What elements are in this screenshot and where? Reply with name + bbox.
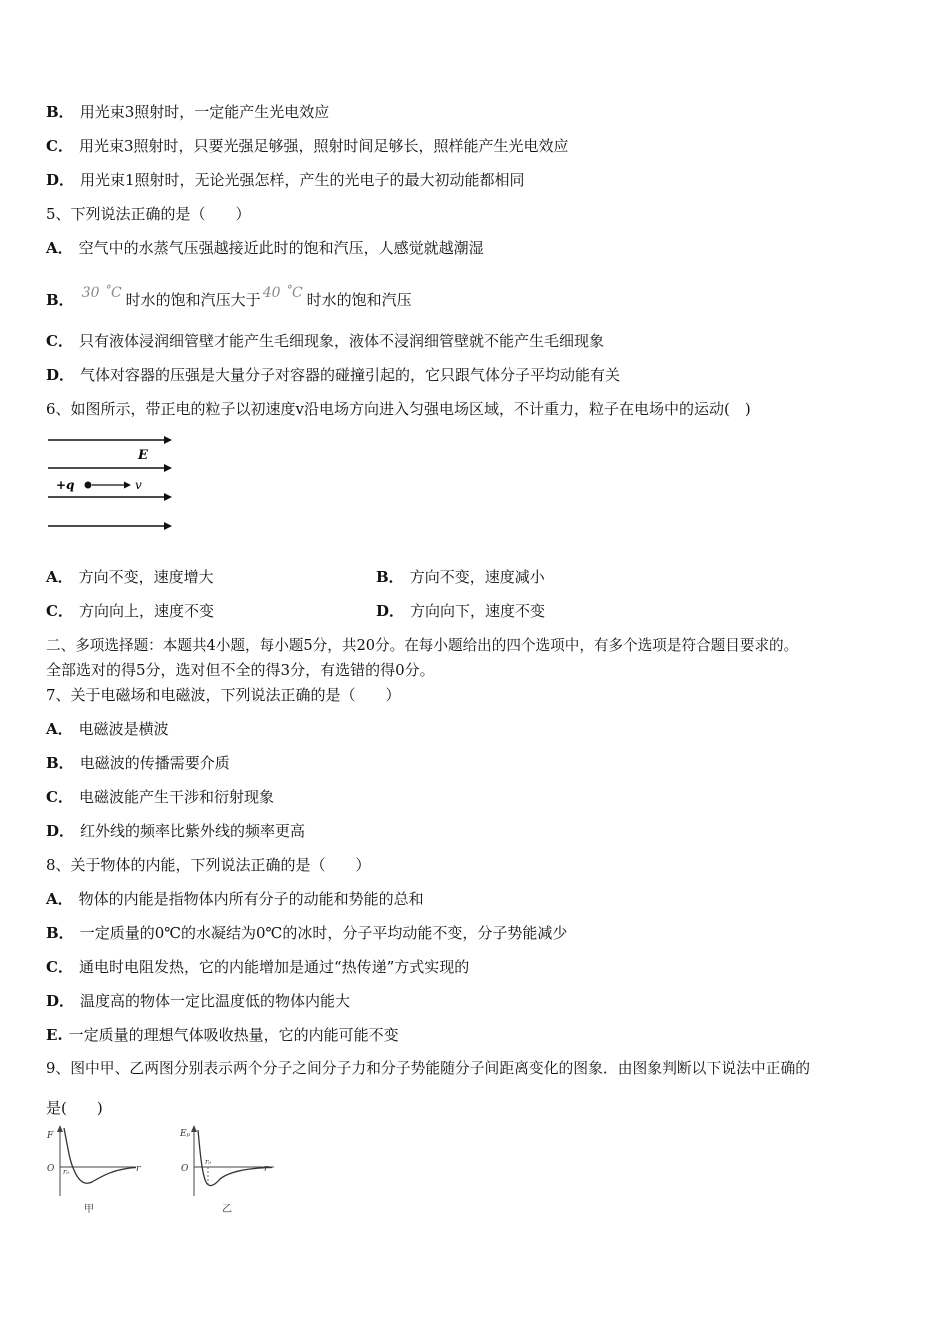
q5-option-a (46, 237, 916, 259)
q8-option-c (46, 956, 916, 978)
option-label: C． (46, 788, 73, 806)
charge-label: +q (56, 478, 75, 492)
field-line-1 (48, 436, 172, 444)
option-label: C． (46, 137, 73, 155)
q6-option-c (46, 602, 214, 620)
option-label: A． (46, 239, 73, 257)
option-label: C． (46, 602, 73, 620)
q7-option-c (46, 786, 916, 808)
option-label: B． (46, 291, 74, 309)
option-text: 一定质量的理想气体吸收热量，它的内能可能不变 (68, 1026, 399, 1044)
field-line-2 (48, 464, 172, 472)
q4-option-b (46, 101, 916, 123)
q7-option-d (46, 820, 916, 842)
option-text: 用光束1照射时，无论光强怎样，产生的光电子的最大初动能都相同 (80, 171, 525, 189)
option-text: 只有液体浸润细管壁才能产生毛细现象，液体不浸润细管壁就不能产生毛细现象 (78, 332, 604, 350)
q5-option-b (46, 282, 916, 311)
option-label: A． (46, 720, 73, 738)
option-label: B． (46, 103, 74, 121)
force-curve (64, 1128, 136, 1183)
y-axis-arrow (57, 1125, 63, 1132)
section-2-instructions-line-1: 二、多项选择题：本题共4小题，每小题5分，共20分。在每小题给出的四个选项中，有多个选项是符合题目要求的。 (46, 637, 799, 654)
y-axis-arrow (191, 1125, 197, 1132)
option-text: 方向向上，速度不变 (78, 602, 214, 620)
q5-option-c (46, 330, 916, 352)
q5-stem: 5、下列说法正确的是（ ） (46, 205, 251, 223)
option-label: B． (376, 568, 404, 586)
electric-field-figure (46, 430, 176, 540)
option-label: D． (376, 602, 405, 620)
temperature-40: 40 ˚C (262, 285, 303, 301)
q8-stem: 8、关于物体的内能，下列说法正确的是（ ） (46, 856, 371, 874)
option-label: B． (46, 754, 74, 772)
section-2-instructions-line-2: 全部选对的得5分，选对但不全的得3分，有选错的得0分。 (46, 661, 435, 679)
field-line-4 (48, 522, 172, 530)
q7-option-a (46, 718, 916, 740)
force-curve-figure (44, 1124, 144, 1216)
option-label: C． (46, 332, 73, 350)
temperature-30: 30 ˚C (81, 285, 122, 301)
option-text: 气体对容器的压强是大量分子对容器的碰撞引起的，它只跟气体分子平均动能有关 (80, 366, 621, 384)
option-label: D． (46, 992, 75, 1010)
origin-label: O (47, 1164, 55, 1174)
option-text: 方向不变，速度减小 (409, 568, 545, 586)
q5-option-d (46, 364, 916, 386)
q9-stem-line-1: 9、图中甲、乙两图分别表示两个分子之间分子力和分子势能随分子间距离变化的图象．由图象判断以下说法中正确的 (46, 1060, 811, 1077)
option-text: 用光束3照射时，只要光强足够强，照射时间足够长，照样能产生光电效应 (78, 137, 569, 155)
r0-label: r₀ (205, 1158, 212, 1166)
option-text: 空气中的水蒸气压强越接近此时的饱和汽压，人感觉就越潮湿 (78, 239, 484, 257)
option-text-end: 时水的饱和汽压 (306, 291, 412, 309)
origin-label: O (181, 1164, 189, 1174)
figure-caption: 乙 (222, 1204, 232, 1215)
velocity-arrow (92, 482, 131, 489)
option-text: 通电时电阻发热，它的内能增加是通过“热传递”方式实现的 (78, 958, 470, 976)
option-label: C． (46, 958, 73, 976)
charge-particle (85, 482, 92, 489)
option-text: 红外线的频率比紫外线的频率更高 (80, 822, 306, 840)
y-axis-label: F (47, 1131, 54, 1141)
q9-stem-line-2: 是( ) (46, 1099, 103, 1117)
option-text: 一定质量的0℃的水凝结为0℃的冰时，分子平均动能不变，分子势能减少 (79, 924, 568, 942)
option-text: 电磁波能产生干涉和衍射现象 (78, 788, 274, 806)
q6-option-d (376, 600, 545, 622)
option-text-mid: 时水的饱和汽压大于 (125, 291, 261, 309)
q8-option-b (46, 922, 916, 944)
q4-option-c (46, 135, 916, 157)
option-text: 物体的内能是指物体内所有分子的动能和势能的总和 (78, 890, 424, 908)
q6-options-row-1 (46, 566, 916, 588)
field-line-3 (48, 493, 172, 501)
option-text: 方向不变，速度增大 (78, 568, 214, 586)
option-text: 电磁波的传播需要介质 (79, 754, 230, 772)
q8-option-a (46, 888, 916, 910)
option-label: A． (46, 568, 73, 586)
q8-option-d (46, 990, 916, 1012)
option-text: 温度高的物体一定比温度低的物体内能大 (80, 992, 351, 1010)
q7-option-b (46, 752, 916, 774)
q6-options-row-2 (46, 600, 916, 622)
option-text: 电磁波是横波 (78, 720, 169, 738)
x-axis-label: r (136, 1164, 141, 1174)
q6-option-b (376, 566, 545, 588)
option-text: 用光束3照射时，一定能产生光电效应 (79, 103, 330, 121)
x-axis-label: r (264, 1164, 269, 1174)
figure-caption: 甲 (84, 1204, 94, 1215)
velocity-label: v (135, 478, 142, 492)
option-text: 方向向下，速度不变 (410, 602, 546, 620)
potential-energy-curve-figure (178, 1124, 278, 1216)
option-label: D． (46, 822, 75, 840)
q8-option-e (46, 1024, 916, 1046)
option-label: B． (46, 924, 74, 942)
y-axis-label: Eₚ (180, 1129, 191, 1139)
q6-option-a (46, 568, 214, 586)
r0-label: r₀ (63, 1168, 70, 1176)
field-label: E (138, 448, 148, 463)
q7-stem: 7、关于电磁场和电磁波，下列说法正确的是（ ） (46, 686, 401, 704)
option-label: D． (46, 366, 75, 384)
q4-option-d (46, 169, 916, 191)
q6-stem: 6、如图所示，带正电的粒子以初速度v沿电场方向进入匀强电场区域，不计重力，粒子在电场中的运动( ) (46, 400, 751, 418)
option-label: A． (46, 890, 73, 908)
option-label: E. (46, 1026, 63, 1044)
option-label: D． (46, 171, 75, 189)
